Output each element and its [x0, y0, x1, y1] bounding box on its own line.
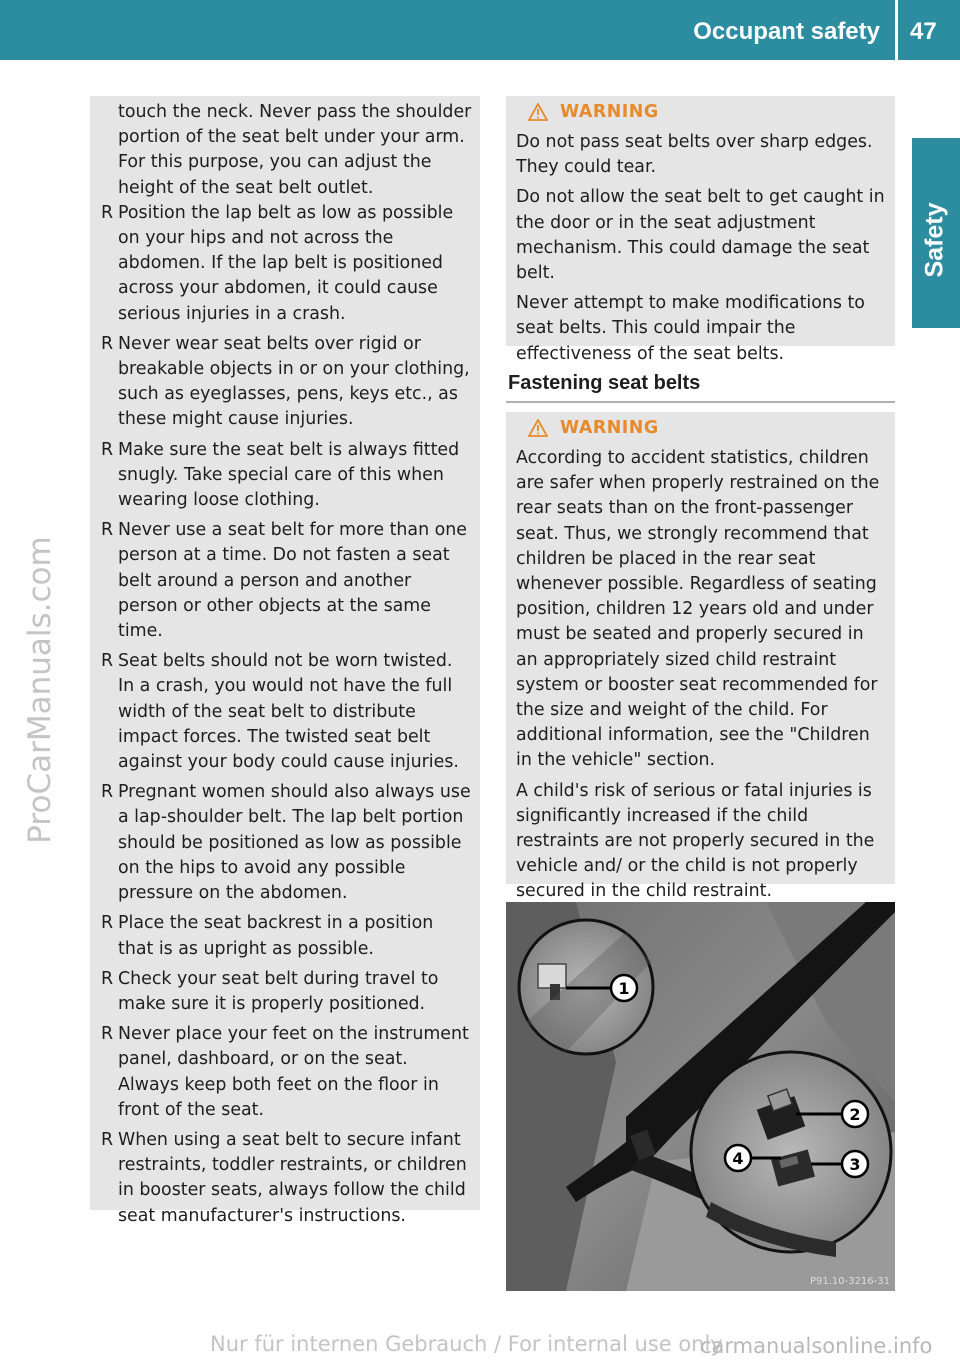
header-divider [895, 0, 898, 60]
warning-header [516, 102, 887, 122]
section-divider [506, 401, 895, 403]
warning-triangle-icon [528, 419, 548, 437]
warning-text: Do not pass seat belts over sharp edges. They could tear. [516, 132, 873, 178]
callout-label: 4 [732, 1149, 744, 1168]
page-title: Occupant safety [693, 18, 880, 45]
bullet-icon: R [101, 439, 114, 460]
warning-triangle-icon [528, 103, 548, 121]
callout-label: 2 [849, 1105, 861, 1124]
bullet-icon: R [101, 651, 114, 672]
callout-label: 1 [618, 979, 630, 998]
bullet-icon: R [101, 202, 114, 223]
figure-code: P91.10-3216-31 [809, 1276, 890, 1287]
list-item: R Pregnant women should also always use a lap-shoulder belt. The lap belt portion should be positioned as low as possible on the hips to avoid any possible pressure on the abdomen. [101, 782, 471, 904]
seat-belt-illustration [506, 902, 895, 1291]
bullet-icon: R [101, 333, 114, 354]
list-item: R Make sure the seat belt is always fitted snugly. Take special care of this when wearing loose clothing. [101, 439, 460, 511]
list-item: R Check your seat belt during travel to make sure it is properly positioned. [101, 968, 439, 1014]
warning-text: A child's risk of serious or fatal injuries is significantly increased if the child restraints are not properly secured in the vehicle and/ or the child is not properly secured in the child restraint. [516, 780, 875, 902]
list-item: R Never wear seat belts over rigid or breakable objects in or on your clothing, such as eyeglasses, pens, keys etc., as these might cause injuries. [101, 333, 470, 430]
internal-use-note: Nur für internen Gebrauch / For internal use only [210, 1332, 723, 1356]
bullet-icon: R [101, 1129, 114, 1150]
section-tab-label: Safety [920, 202, 949, 278]
bullet-icon: R [101, 520, 114, 541]
list-item: R Never use a seat belt for more than one person at a time. Do not fasten a seat belt around a person and another person or other objects at the same time. [101, 520, 467, 642]
warning-title: WARNING [560, 102, 659, 122]
warning-box-seat-belt-care [506, 96, 895, 364]
bullet-list [101, 201, 472, 1229]
warning-box-children [506, 412, 895, 902]
safety-instructions-panel [90, 96, 480, 1226]
bullet-icon: R [101, 913, 114, 934]
list-item: R Never place your feet on the instrument panel, dashboard, or on the seat. Always keep both feet on the floor in front of the seat. [101, 1024, 469, 1120]
watermark: ProCarManuals.com [22, 536, 58, 844]
warning-text: Never attempt to make modifications to seat belts. This could impair the effectiveness of the seat belts. [516, 293, 865, 364]
warning-text: According to accident statistics, children are safer when properly restrained on the rear seats than on the front-passenger seat. Thus, we strongly recommend that children be placed in the rear seat whenever possible. Regardless of seating position, children 12 years old and under must be seated and properly secured in an appropriately sized child restraint system or booster seat recommended for the size and weight of the child. For additional information, see the "Children in the vehicle" section. [516, 448, 880, 771]
source-watermark: carmanualsonline.info [700, 1334, 933, 1358]
bullet-icon: R [101, 1024, 114, 1045]
bullet-icon: R [101, 782, 114, 803]
intro-text: touch the neck. Never pass the shoulder portion of the seat belt under your arm. For this purpose, you can adjust the height of the seat belt outlet. [118, 102, 472, 198]
callout-label: 3 [849, 1155, 861, 1174]
warning-header [516, 418, 887, 438]
list-item: R When using a seat belt to secure infant restraints, toddler restraints, or children in booster seats, always follow the child seat manufacturer's instructions. [101, 1129, 467, 1226]
list-item: R Position the lap belt as low as possible on your hips and not across the abdomen. If the lap belt is positioned across your abdomen, it could cause serious injuries in a crash. [101, 202, 454, 324]
page-number: 47 [910, 18, 937, 45]
list-item: R Place the seat backrest in a position that is as upright as possible. [101, 913, 434, 959]
bullet-icon: R [101, 968, 114, 989]
list-item: R Seat belts should not be worn twisted. In a crash, you would not have the full width of the seat belt to distribute impact forces. The twisted seat belt against your body could cause injuries. [101, 651, 459, 773]
warning-title: WARNING [560, 418, 659, 438]
section-heading: Fastening seat belts [508, 372, 701, 394]
warning-text: Do not allow the seat belt to get caught in the door or in the seat adjustment mechanism. This could damage the seat belt. [516, 187, 885, 284]
